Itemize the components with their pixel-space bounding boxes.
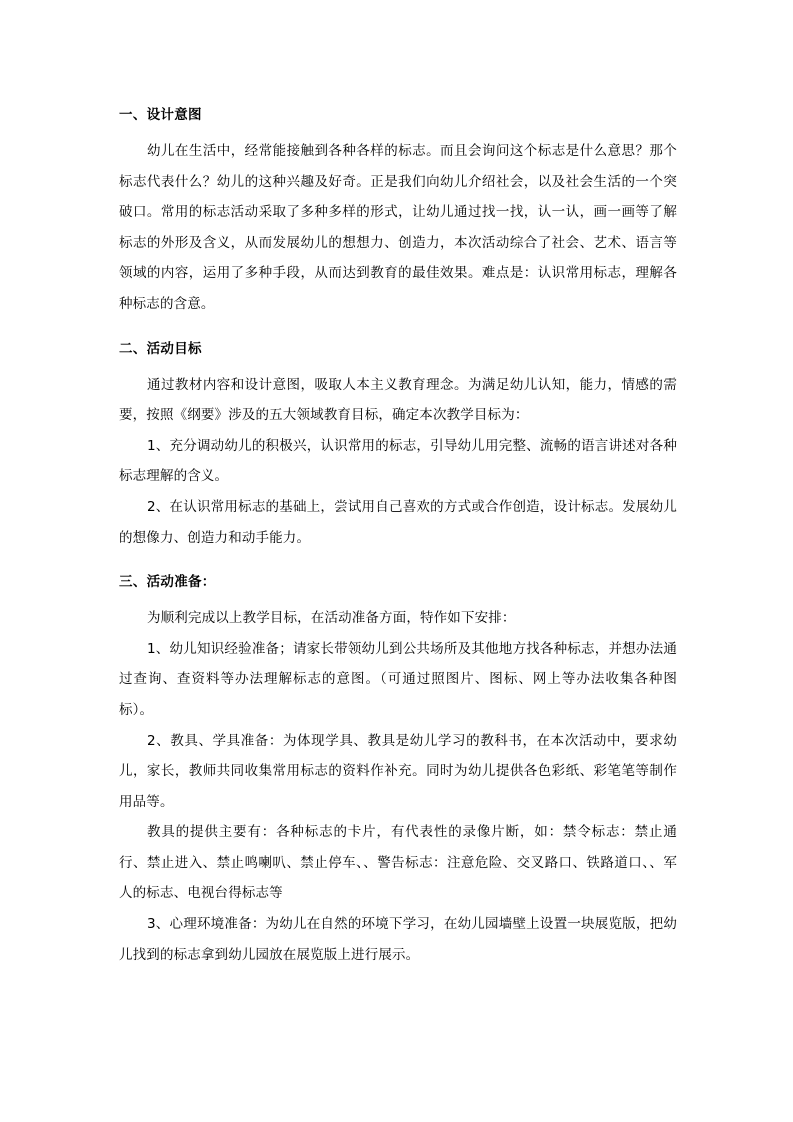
paragraph: 幼儿在生活中，经常能接触到各种各样的标志。而且会询问这个标志是什么意思？那个标志代表什么？幼儿的这种兴趣及好奇。正是我们向幼儿介绍社会，以及社会生活的一个突破口。常用的标志活动采取了多种多样的形式，让幼儿通过找一找，认一认，画一画等了解标志的外形及含义，从而发展幼儿的想想力、创造力，本次活动综合了社会、艺术、语言等领域的内容，运用了多种手段，从而达到教育的最佳效果。难点是：认识常用标志，理解各种标志的含意。	[119, 143, 677, 312]
section-heading-activity-preparation: 三、活动准备：	[119, 574, 216, 591]
paragraph: 教具的提供主要有：各种标志的卡片，有代表性的录像片断，如：禁令标志：禁止通行、禁止进入、禁止鸣喇叭、禁止停车、、警告标志：注意危险、交叉路口、铁路道口、、军人的标志、电视台得标志等	[119, 824, 677, 902]
section-heading-activity-goals: 二、活动目标	[119, 340, 202, 357]
document-body	[119, 100, 677, 970]
section-spacer	[119, 320, 677, 334]
section-spacer	[119, 553, 677, 567]
paragraph: 3、心理环境准备：为幼儿在自然的环境下学习，在幼儿园墙壁上设置一块展览版，把幼儿找到的标志拿到幼儿园放在展览版上进行展示。	[119, 916, 677, 963]
paragraph: 2、教具、学具准备：为体现学具、教具是幼儿学习的教科书，在本次活动中，要求幼儿，家长，教师共同收集常用标志的资料作补充。同时为幼儿提供各色彩纸、彩笔笔等制作用品等。	[119, 732, 677, 810]
paragraph: 为顺利完成以上教学目标，在活动准备方面，特作如下安排：	[147, 610, 516, 627]
section-heading-design-intent: 一、设计意图	[119, 107, 202, 123]
paragraph: 1、充分调动幼儿的积极兴，认识常用的标志，引导幼儿用完整、流畅的语言讲述对各种标志理解的含义。	[119, 437, 677, 485]
paragraph: 1、幼儿知识经验准备；请家长带领幼儿到公共场所及其他地方找各种标志，并想办法通过查询、查资料等办法理解标志的意图。（可通过照图片、图标、网上等办法收集各种图标）。	[119, 640, 677, 718]
paragraph: 2、在认识常用标志的基础上，尝试用自己喜欢的方式或合作创造，设计标志。发展幼儿的想像力、创造力和动手能力。	[119, 498, 677, 546]
paragraph: 通过教材内容和设计意图，吸取人本主义教育理念。为满足幼儿认知，能力，情感的需要，按照《纲要》涉及的五大领域教育目标，确定本次教学目标为：	[119, 376, 677, 424]
